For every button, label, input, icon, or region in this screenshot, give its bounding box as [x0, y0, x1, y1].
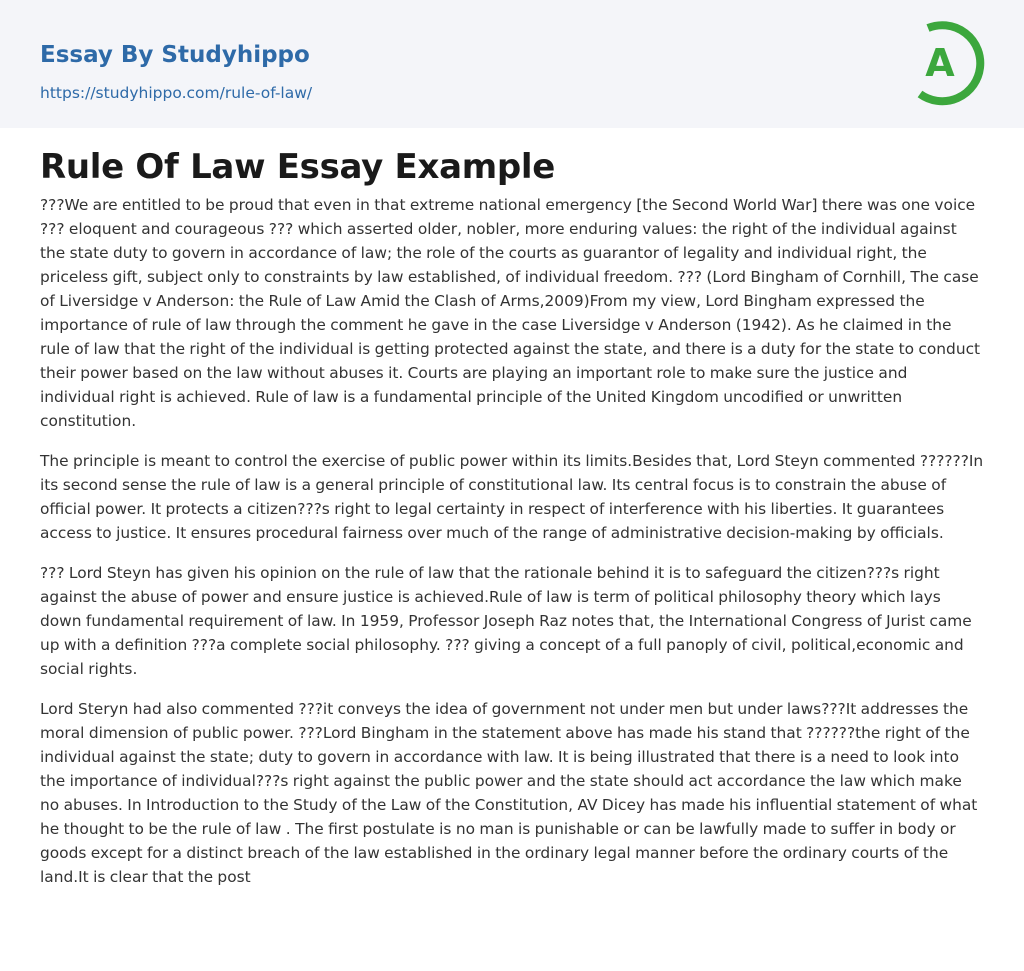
article-paragraph: The principle is meant to control the exercise of public power within its limits.Besides that, Lord Steyn commented ??????In its second sense the rule of law is a general principle of constitutional law. Its central focus is to constrain the abuse of official power. It protects a citizen???s right to legal certainty in respect of interference with his liberties. It guarantees access to justice. It ensures procedural fairness over much of the range of administrative decision-making by officials.	[40, 452, 984, 542]
studyhippo-logo-icon[interactable]	[910, 18, 988, 106]
logo-letter: A	[925, 41, 955, 85]
brand-title[interactable]: Essay By Studyhippo	[40, 42, 310, 68]
source-url-link[interactable]: https://studyhippo.com/rule-of-law/	[40, 84, 313, 102]
article	[40, 144, 984, 905]
article-paragraph: ???We are entitled to be proud that even in that extreme national emergency [the Second World War] there was one voice ??? eloquent and courageous ??? which asserted older, nobler, more enduring values: the right of the individual against the state duty to govern in accordance of law; the role of the courts as guarantor of legality and individual right, the priceless gift, subject only to constraints by law established, of individual freedom. ??? (Lord Bingham of Cornhill, The case of Liversidge v Anderson: the Rule of Law Amid the Clash of Arms,2009)From my view, Lord Bingham expressed the importance of rule of law through the comment he gave in the case Liversidge v Anderson (1942). As he claimed in the rule of law that the right of the individual is getting protected against the state, and there is a duty for the state to conduct their power based on the law without abuses it. Courts are playing an important role to make sure the justice and individual right is achieved. Rule of law is a fundamental principle of the United Kingdom uncodified or unwritten constitution.	[40, 196, 981, 430]
article-paragraph: Lord Steryn had also commented ???it conveys the idea of government not under men but under laws???It addresses the moral dimension of public power. ???Lord Bingham in the statement above has made his stand that ??????the right of the individual against the state; duty to govern in accordance with law. It is being illustrated that there is a need to look into the importance of individual???s right against the public power and the state should act accordance the law which make no abuses. In Introduction to the Study of the Law of the Constitution, AV Dicey has made his influential statement of what he thought to be the rule of law . The first postulate is no man is punishable or can be lawfully made to suffer in body or goods except for a distinct breach of the law established in the ordinary legal manner before the ordinary courts of the land.It is clear that the post	[40, 700, 978, 886]
page-title: Rule Of Law Essay Example	[40, 147, 556, 187]
site-header	[0, 0, 1024, 128]
article-paragraph: ??? Lord Steyn has given his opinion on the rule of law that the rationale behind it is to safeguard the citizen???s right against the abuse of power and ensure justice is achieved.Rule of law is term of political philosophy theory which lays down fundamental requirement of law. In 1959, Professor Joseph Raz notes that, the International Congress of Jurist came up with a definition ???a complete social philosophy. ??? giving a concept of a full panoply of civil, political,economic and social rights.	[40, 564, 972, 678]
